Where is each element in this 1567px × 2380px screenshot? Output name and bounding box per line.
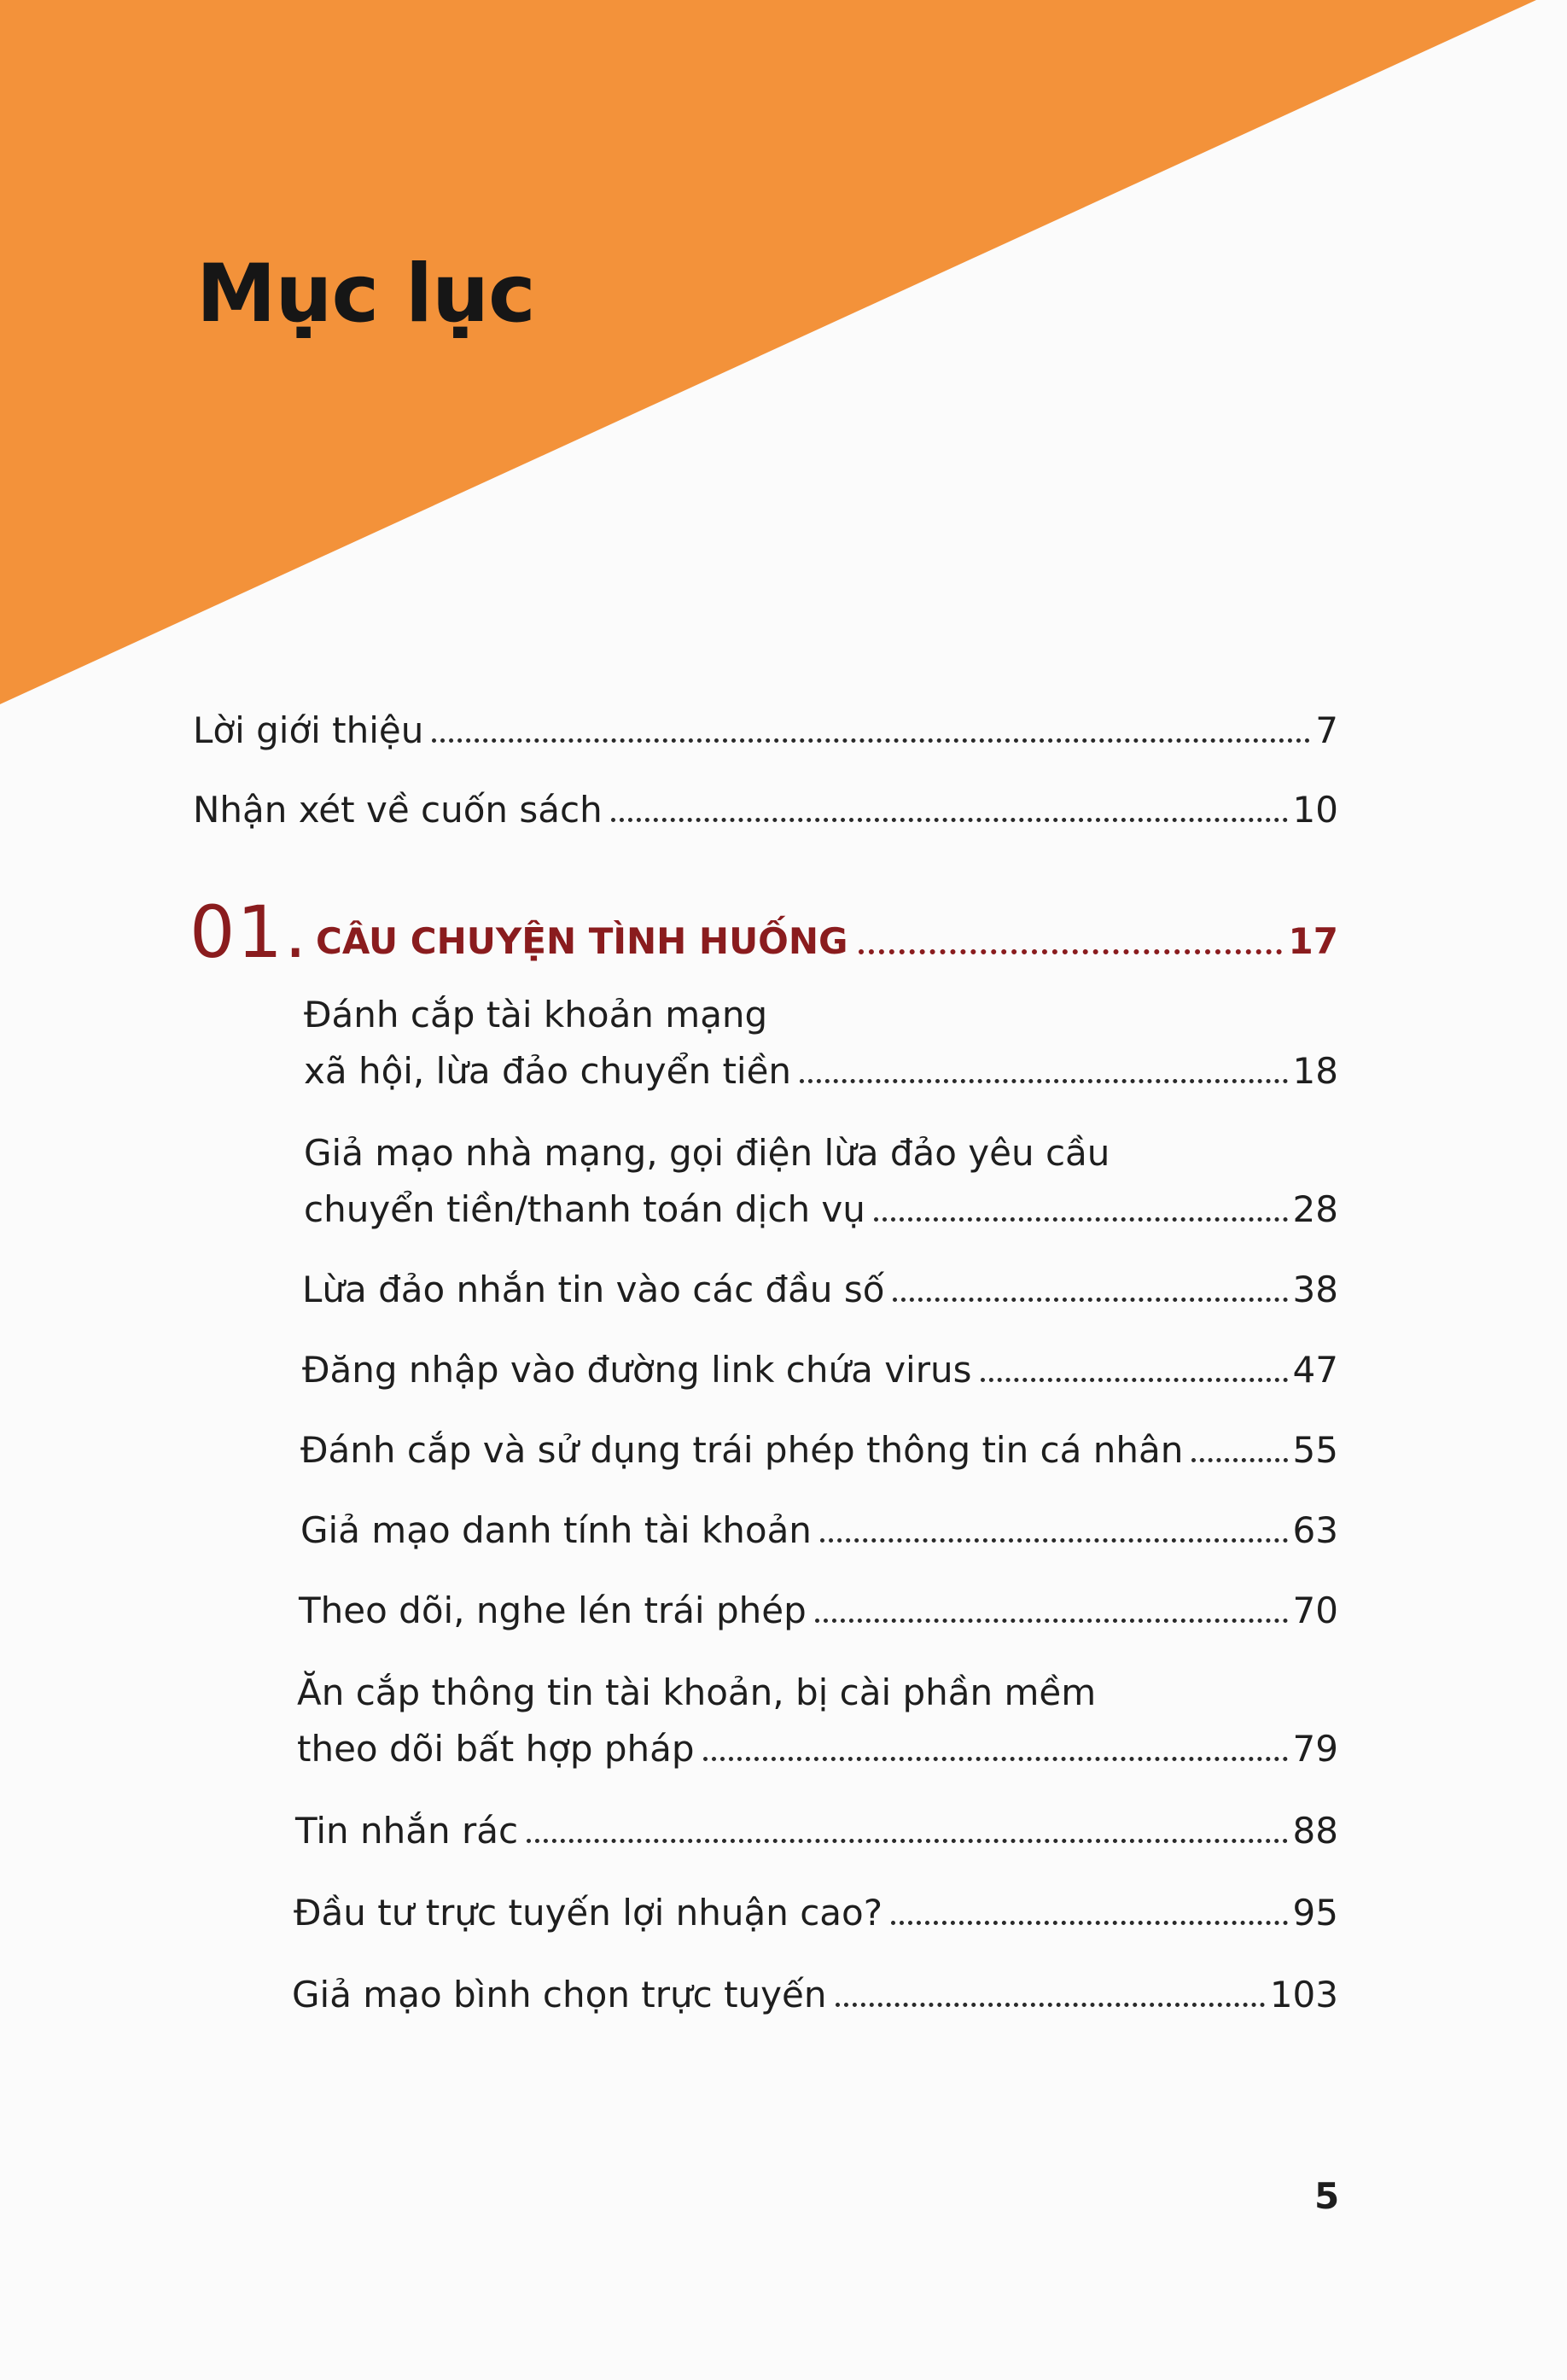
- dot-leader: [1191, 1457, 1287, 1462]
- toc-entry-text: Nhận xét về cuốn sách: [193, 789, 603, 831]
- toc-entry-line1: Đánh cắp tài khoản mạng: [304, 994, 768, 1035]
- page-folio: 5: [1314, 2175, 1340, 2217]
- toc-entry: [294, 1892, 1338, 1934]
- dot-leader: [981, 1377, 1288, 1382]
- dot-leader: [800, 1078, 1288, 1083]
- toc-page-number: 28: [1292, 1188, 1338, 1230]
- orange-triangle: [0, 0, 1536, 704]
- toc-entry-text: Đầu tư trực tuyến lợi nhuận cao?: [294, 1892, 883, 1934]
- dot-leader: [891, 1920, 1288, 1925]
- toc-entry: [292, 1974, 1338, 2015]
- toc-page-number: 63: [1292, 1509, 1338, 1551]
- toc-page-number: 103: [1269, 1974, 1338, 2015]
- toc-page-number: 88: [1292, 1810, 1338, 1852]
- toc-page-number: 7: [1315, 709, 1338, 751]
- toc-entry-text: Đánh cắp và sử dụng trái phép thông tin cá nhân: [300, 1429, 1184, 1471]
- toc-entry: [302, 1349, 1338, 1391]
- toc-entry-text: Lừa đảo nhắn tin vào các đầu số: [302, 1269, 885, 1310]
- toc-entry-line1: Ăn cắp thông tin tài khoản, bị cài phần mềm: [297, 1671, 1097, 1713]
- toc-entry-text: Giả mạo bình chọn trực tuyến: [292, 1974, 827, 2015]
- toc-entry: [300, 1429, 1338, 1471]
- page-title: Mục lục: [196, 248, 535, 341]
- toc-entry-review: [193, 789, 1338, 831]
- toc-entry-text: Đăng nhập vào đường link chứa virus: [302, 1349, 972, 1391]
- chapter-number: 01.: [189, 890, 309, 974]
- toc-page-number: 55: [1292, 1429, 1338, 1471]
- toc-page-number: 47: [1292, 1349, 1338, 1391]
- toc-entry-text: Theo dõi, nghe lén trái phép: [299, 1590, 807, 1631]
- toc-page-number: 79: [1292, 1728, 1338, 1770]
- toc-entry: [304, 1188, 1338, 1230]
- toc-entry-text: theo dõi bất hợp pháp: [297, 1728, 695, 1770]
- dot-leader: [836, 2002, 1265, 2007]
- toc-page-number: 10: [1292, 789, 1338, 831]
- toc-entry-text: chuyển tiền/thanh toán dịch vụ: [304, 1188, 865, 1230]
- dot-leader: [893, 1297, 1287, 1302]
- toc-entry-text: Giả mạo danh tính tài khoản: [300, 1509, 812, 1551]
- dot-leader: [874, 1216, 1288, 1222]
- toc-entry: [300, 1509, 1338, 1551]
- chapter-page-number: 17: [1288, 920, 1338, 962]
- dot-leader: [432, 738, 1310, 743]
- toc-entry: [295, 1810, 1338, 1852]
- dot-leader: [815, 1618, 1288, 1623]
- toc-entry-text: xã hội, lừa đảo chuyển tiền: [304, 1050, 792, 1092]
- chapter-title: CÂU CHUYỆN TÌNH HUỐNG: [316, 920, 848, 962]
- toc-entry-intro: [193, 709, 1338, 751]
- toc-entry-text: Tin nhắn rác: [295, 1810, 519, 1852]
- dot-leader: [859, 948, 1282, 954]
- toc-entry: [302, 1269, 1338, 1310]
- chapter-heading: [316, 920, 1338, 962]
- toc-page-number: 18: [1292, 1050, 1338, 1092]
- dot-leader: [611, 817, 1288, 822]
- dot-leader: [527, 1838, 1288, 1843]
- toc-entry: [297, 1728, 1338, 1770]
- dot-leader: [820, 1537, 1288, 1543]
- toc-page-number: 70: [1292, 1590, 1338, 1631]
- toc-entry: [299, 1590, 1338, 1631]
- toc-page-number: 95: [1292, 1892, 1338, 1934]
- dot-leader: [703, 1756, 1288, 1761]
- toc-entry: [304, 1050, 1338, 1092]
- toc-page-number: 38: [1292, 1269, 1338, 1310]
- toc-entry-line1: Giả mạo nhà mạng, gọi điện lừa đảo yêu cầu: [304, 1132, 1110, 1174]
- toc-entry-text: Lời giới thiệu: [193, 709, 424, 751]
